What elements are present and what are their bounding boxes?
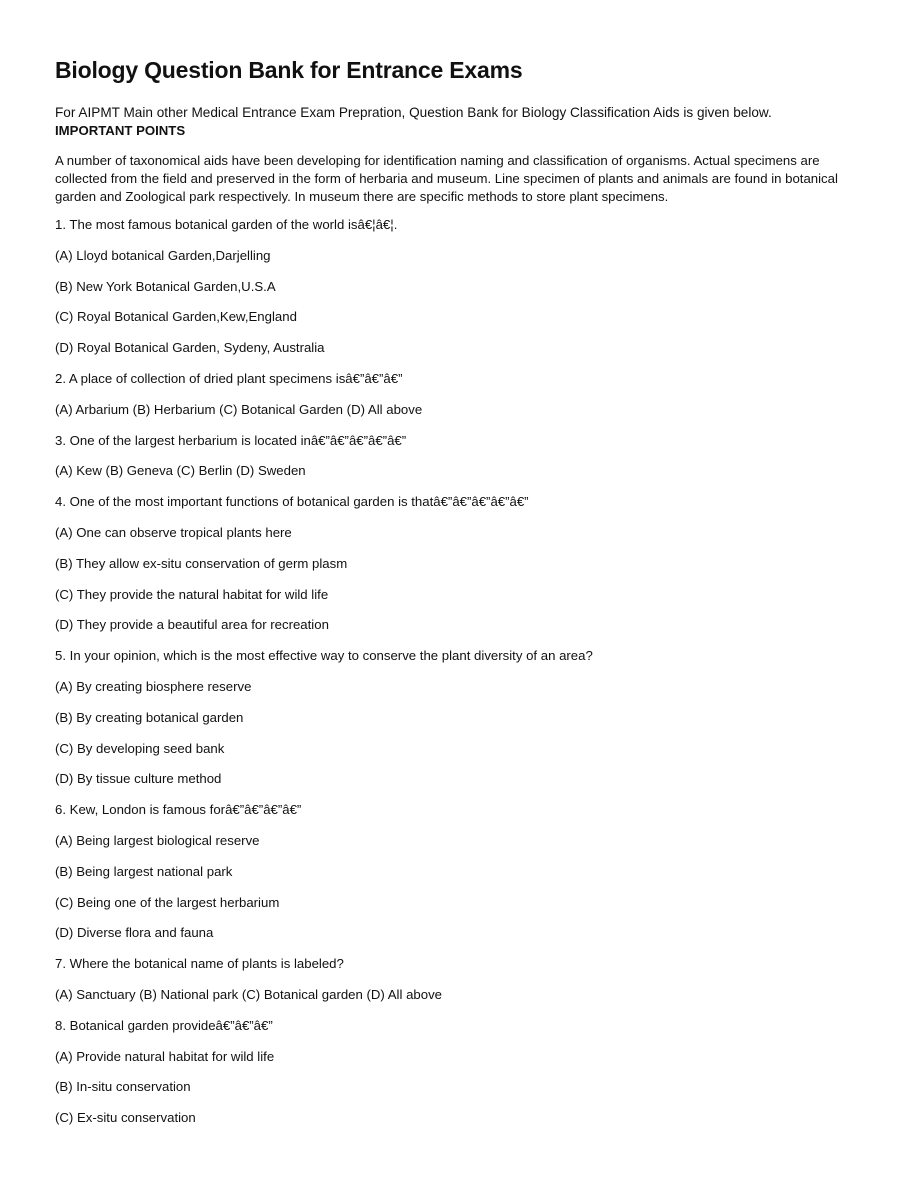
question-line: 7. Where the botanical name of plants is labeled?	[55, 956, 344, 972]
option-line: (A) By creating biosphere reserve	[55, 678, 252, 694]
option-line: (B) In-situ conservation	[55, 1079, 191, 1095]
question-line: 3. One of the largest herbarium is located inâ€”â€”â€”â€”â€”	[55, 432, 407, 448]
option-line: (B) They allow ex-situ conservation of germ plasm	[55, 555, 348, 571]
question-line: 8. Botanical garden provideâ€”â€”â€”	[55, 1017, 273, 1033]
option-line: (A) Provide natural habitat for wild life	[55, 1048, 275, 1064]
question-line: 5. In your opinion, which is the most effective way to conserve the plant diversity of an area?	[55, 648, 593, 664]
option-line: (A) Sanctuary (B) National park (C) Botanical garden (D) All above	[55, 986, 442, 1002]
option-line: (D) By tissue culture method	[55, 771, 222, 787]
option-line: (A) Arbarium (B) Herbarium (C) Botanical Garden (D) All above	[55, 401, 423, 417]
option-line: (A) Lloyd botanical Garden,Darjelling	[55, 247, 271, 263]
option-line: (C) Royal Botanical Garden,Kew,England	[55, 309, 297, 325]
question-line: 2. A place of collection of dried plant specimens isâ€”â€”â€”	[55, 370, 403, 386]
option-line: (B) By creating botanical garden	[55, 709, 244, 725]
question-line: 6. Kew, London is famous forâ€”â€”â€”â€”	[55, 802, 302, 818]
question-line: 1. The most famous botanical garden of the world isâ€¦â€¦.	[55, 217, 398, 232]
option-line: (B) New York Botanical Garden,U.S.A	[55, 278, 276, 294]
section-heading: IMPORTANT POINTS	[55, 123, 186, 138]
option-line: (C) By developing seed bank	[55, 740, 225, 756]
intro-paragraph: A number of taxonomical aids have been developing for identification naming and classification of organisms. Actual specimens are collected from the field and preserved in the form of herbaria and museum. Line specimen of plants and animals are found in botanical garden and Zoological park respectively. In museum there are specific methods to store plant specimens.	[55, 153, 838, 204]
option-line: (C) Being one of the largest herbarium	[55, 894, 280, 910]
option-line: (D) Diverse flora and fauna	[55, 925, 214, 941]
option-line: (B) Being largest national park	[55, 863, 233, 879]
question-list	[55, 210, 844, 1134]
option-line: (A) One can observe tropical plants here	[55, 524, 292, 540]
page-title: Biology Question Bank for Entrance Exams	[55, 57, 523, 83]
option-line: (D) Royal Botanical Garden, Sydeny, Australia	[55, 340, 325, 356]
option-line: (A) Being largest biological reserve	[55, 832, 260, 848]
option-line: (C) They provide the natural habitat for wild life	[55, 586, 329, 602]
option-line: (C) Ex-situ conservation	[55, 1110, 196, 1126]
option-line: (D) They provide a beautiful area for recreation	[55, 617, 329, 633]
option-line: (A) Kew (B) Geneva (C) Berlin (D) Sweden	[55, 463, 306, 479]
intro-text: For AIPMT Main other Medical Entrance Exam Prepration, Question Bank for Biology Classification Aids is given below.	[55, 105, 772, 120]
question-line: 4. One of the most important functions of botanical garden is thatâ€”â€”â€”â€”â€”	[55, 494, 529, 510]
